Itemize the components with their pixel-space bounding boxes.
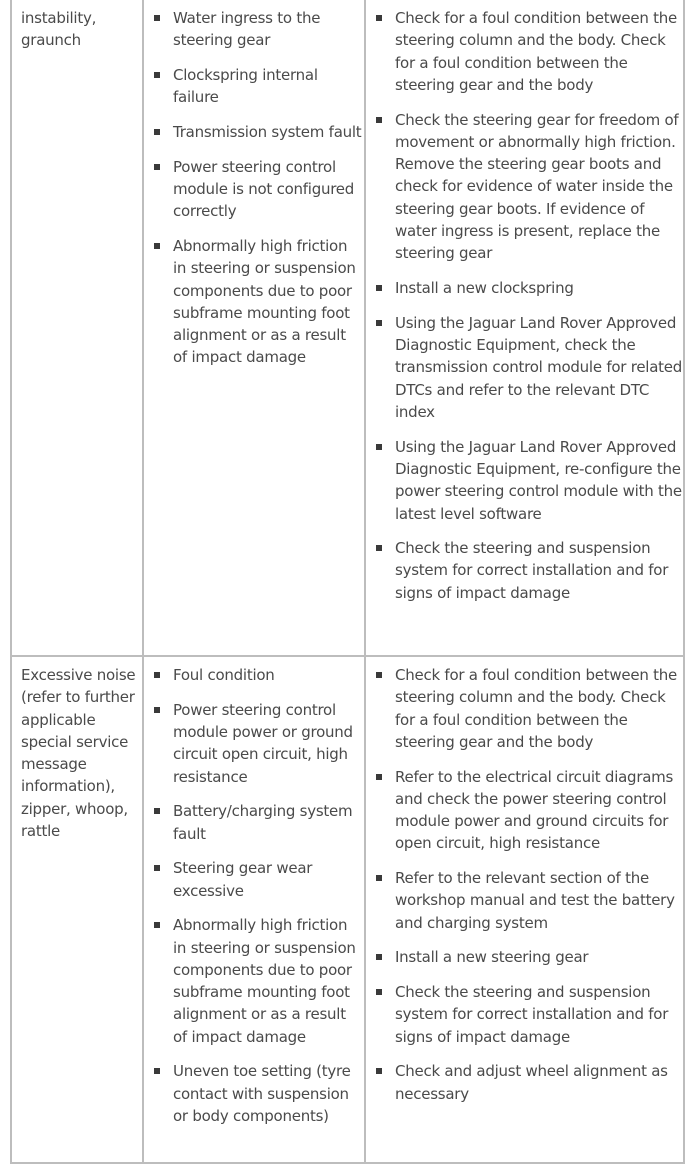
action-item: Refer to the relevant section of the workshop manual and test the battery and charging system xyxy=(374,867,686,934)
action-item: Check the steering and suspension system for correct installation and for signs of impact damage xyxy=(374,981,686,1048)
causes-cell xyxy=(142,0,364,655)
diagnosis-table xyxy=(10,0,685,1164)
cause-item: Abnormally high friction in steering or suspension components due to poor subframe mounting foot alignment or as a result of impact damage xyxy=(152,235,364,369)
symptom-cell xyxy=(12,657,142,1162)
actions-list xyxy=(374,664,686,1117)
action-item: Check for a foul condition between the steering column and the body. Check for a foul condition between the steering gear and the body xyxy=(374,7,686,96)
action-item: Refer to the electrical circuit diagrams and check the power steering control module power and ground circuits for open circuit, high resistance xyxy=(374,766,686,855)
causes-list xyxy=(152,664,364,1140)
table-row xyxy=(12,0,683,657)
action-item: Install a new steering gear xyxy=(374,946,686,968)
cause-item: Clockspring internal failure xyxy=(152,64,364,109)
action-item: Check and adjust wheel alignment as necessary xyxy=(374,1060,686,1105)
symptom-text: Excessive noise (refer to further applicable special service message information), zipper, whoop, rattle xyxy=(21,666,136,841)
cause-item: Abnormally high friction in steering or suspension components due to poor subframe mounting foot alignment or as a result of impact damage xyxy=(152,914,364,1048)
cause-item: Foul condition xyxy=(152,664,364,686)
action-item: Check the steering and suspension system for correct installation and for signs of impact damage xyxy=(374,537,686,604)
action-item: Check for a foul condition between the steering column and the body. Check for a foul condition between the steering gear and the body xyxy=(374,664,686,753)
cause-item: Power steering control module power or ground circuit open circuit, high resistance xyxy=(152,699,364,788)
causes-cell xyxy=(142,657,364,1162)
actions-cell xyxy=(364,657,683,1162)
cause-item: Steering gear wear excessive xyxy=(152,857,364,902)
action-item: Using the Jaguar Land Rover Approved Diagnostic Equipment, check the transmission control module for related DTCs and refer to the relevant DTC index xyxy=(374,312,686,423)
action-item: Check the steering gear for freedom of movement or abnormally high friction. Remove the steering gear boots and check for evidence of water inside the steering gear boots. If evidence of water ingress is present, replace the steering gear xyxy=(374,109,686,265)
cause-item: Battery/charging system fault xyxy=(152,800,364,845)
symptom-cell xyxy=(12,0,142,655)
cause-item: Water ingress to the steering gear xyxy=(152,7,364,52)
action-item: Using the Jaguar Land Rover Approved Diagnostic Equipment, re-configure the power steering control module with the latest level software xyxy=(374,436,686,525)
table-row xyxy=(12,657,683,1162)
cause-item: Power steering control module is not configured correctly xyxy=(152,156,364,223)
symptom-text: instability, graunch xyxy=(21,9,97,50)
action-item: Install a new clockspring xyxy=(374,277,686,299)
causes-list xyxy=(152,7,364,381)
actions-cell xyxy=(364,0,683,655)
cause-item: Uneven toe setting (tyre contact with suspension or body components) xyxy=(152,1060,364,1127)
actions-list xyxy=(374,7,686,616)
cause-item: Transmission system fault xyxy=(152,121,364,143)
